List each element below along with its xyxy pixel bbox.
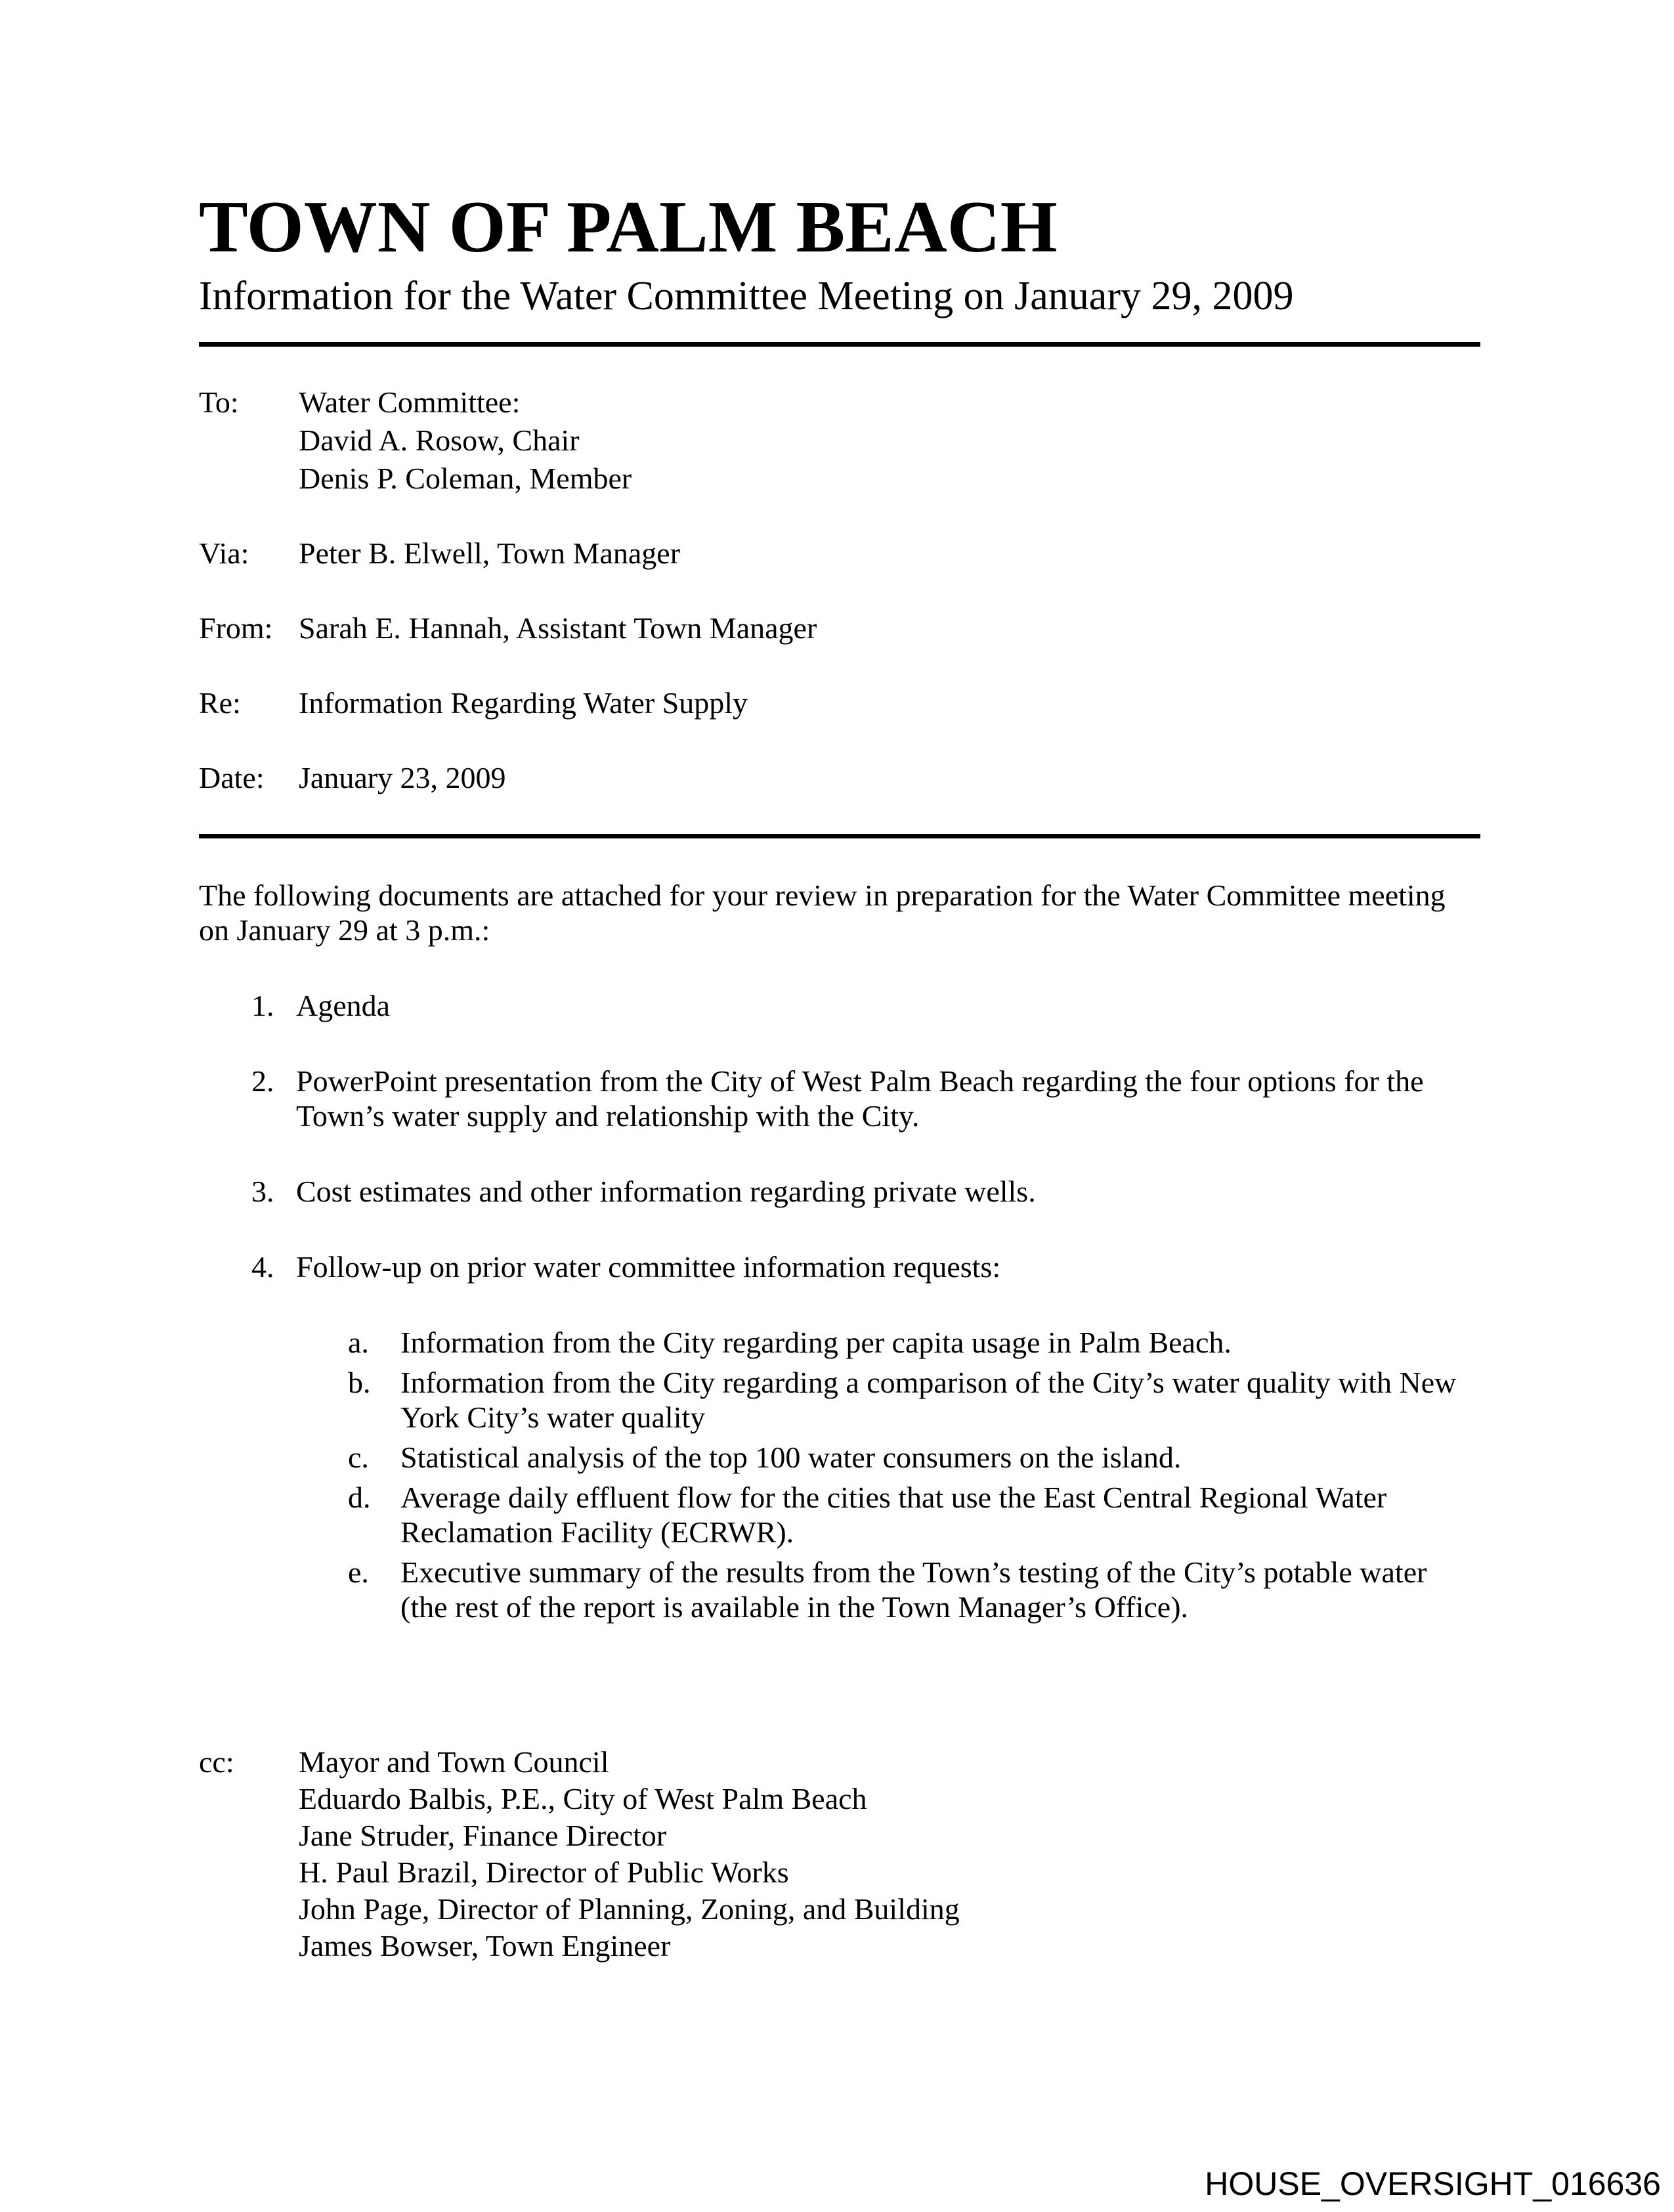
from-value: Sarah E. Hannah, Assistant Town Manager bbox=[299, 611, 817, 645]
cc-line: James Bowser, Town Engineer bbox=[299, 1928, 671, 1963]
item-text bbox=[296, 1249, 1480, 1624]
via-label: Via: bbox=[199, 536, 249, 570]
sublist bbox=[296, 1325, 1480, 1624]
cc-line: Eduardo Balbis, P.E., City of West Palm Beach bbox=[299, 1781, 867, 1815]
subitem-letter: d. bbox=[348, 1480, 371, 1514]
date-label: Date: bbox=[199, 760, 265, 794]
list-item-4 bbox=[251, 1249, 1480, 1624]
memo-title: TOWN OF PALM BEACH bbox=[199, 186, 1058, 268]
header-divider bbox=[199, 342, 1480, 347]
memo-field-date bbox=[199, 759, 1480, 797]
cc-label: cc: bbox=[199, 1745, 234, 1779]
to-value bbox=[299, 383, 1480, 498]
to-line: David A. Rosow, Chair bbox=[299, 423, 580, 457]
via-value: Peter B. Elwell, Town Manager bbox=[299, 536, 681, 570]
memo-field-re bbox=[199, 684, 1480, 722]
subitem-letter: b. bbox=[348, 1365, 371, 1399]
re-label: Re: bbox=[199, 685, 241, 720]
item-number: 2. bbox=[251, 1064, 274, 1098]
subitem-letter: a. bbox=[348, 1325, 369, 1359]
re-value: Information Regarding Water Supply bbox=[299, 685, 748, 720]
cc-line: H. Paul Brazil, Director of Public Works bbox=[299, 1855, 789, 1889]
cc-block bbox=[199, 1744, 1480, 1964]
cc-line: Mayor and Town Council bbox=[299, 1745, 609, 1779]
list-item-2 bbox=[251, 1064, 1480, 1133]
subitem-text: Information from the City regarding a comparison of the City’s water quality with New York City’s water quality bbox=[400, 1365, 1457, 1434]
to-line: Water Committee: bbox=[299, 385, 521, 419]
memo-field-from bbox=[199, 609, 1480, 647]
to-line: Denis P. Coleman, Member bbox=[299, 461, 632, 495]
item-number: 3. bbox=[251, 1174, 274, 1208]
subitem-text: Average daily effluent flow for the cities that use the East Central Regional Water Reclamation Facility (ECRWR). bbox=[400, 1480, 1387, 1549]
sublist-item-d bbox=[348, 1480, 1480, 1550]
cc-value bbox=[299, 1744, 1480, 1964]
item-number: 1. bbox=[251, 988, 274, 1022]
memo-field-to bbox=[199, 383, 1480, 498]
item-text: Cost estimates and other information regarding private wells. bbox=[296, 1174, 1036, 1208]
memo-content bbox=[199, 0, 1480, 1964]
item-4-heading: Follow-up on prior water committee information requests: bbox=[296, 1249, 1001, 1284]
sublist-item-a bbox=[348, 1325, 1480, 1360]
subitem-text: Information from the City regarding per capita usage in Palm Beach. bbox=[400, 1325, 1232, 1359]
date-value: January 23, 2009 bbox=[299, 760, 506, 794]
list-item-3 bbox=[251, 1174, 1480, 1209]
sublist-item-e bbox=[348, 1555, 1480, 1624]
memo-field-via bbox=[199, 534, 1480, 573]
sublist-item-c bbox=[348, 1440, 1480, 1475]
body-divider bbox=[199, 834, 1480, 838]
subitem-letter: c. bbox=[348, 1440, 369, 1474]
subitem-text: Statistical analysis of the top 100 water consumers on the island. bbox=[400, 1440, 1182, 1474]
item-text: PowerPoint presentation from the City of West Palm Beach regarding the four options for the Town’s water supply and relationship with the City. bbox=[296, 1064, 1424, 1133]
memo-subtitle: Information for the Water Committee Meeting on January 29, 2009 bbox=[199, 273, 1294, 318]
subitem-letter: e. bbox=[348, 1555, 369, 1589]
item-number: 4. bbox=[251, 1249, 274, 1284]
intro-paragraph: The following documents are attached for your review in preparation for the Water Committee meeting on January 29 at 3 p.m.: bbox=[199, 878, 1446, 947]
cc-line: Jane Struder, Finance Director bbox=[299, 1818, 667, 1852]
to-label: To: bbox=[199, 385, 239, 419]
bates-number: HOUSE_OVERSIGHT_016636 bbox=[1205, 2165, 1661, 2202]
from-label: From: bbox=[199, 611, 273, 645]
subitem-text: Executive summary of the results from the Town’s testing of the City’s potable water (the rest of the report is available in the Town Manager’s Office). bbox=[400, 1555, 1427, 1624]
item-text: Agenda bbox=[296, 988, 391, 1022]
list-item-1 bbox=[251, 988, 1480, 1023]
sublist-item-b bbox=[348, 1365, 1480, 1435]
cc-line: John Page, Director of Planning, Zoning, and Building bbox=[299, 1892, 960, 1926]
